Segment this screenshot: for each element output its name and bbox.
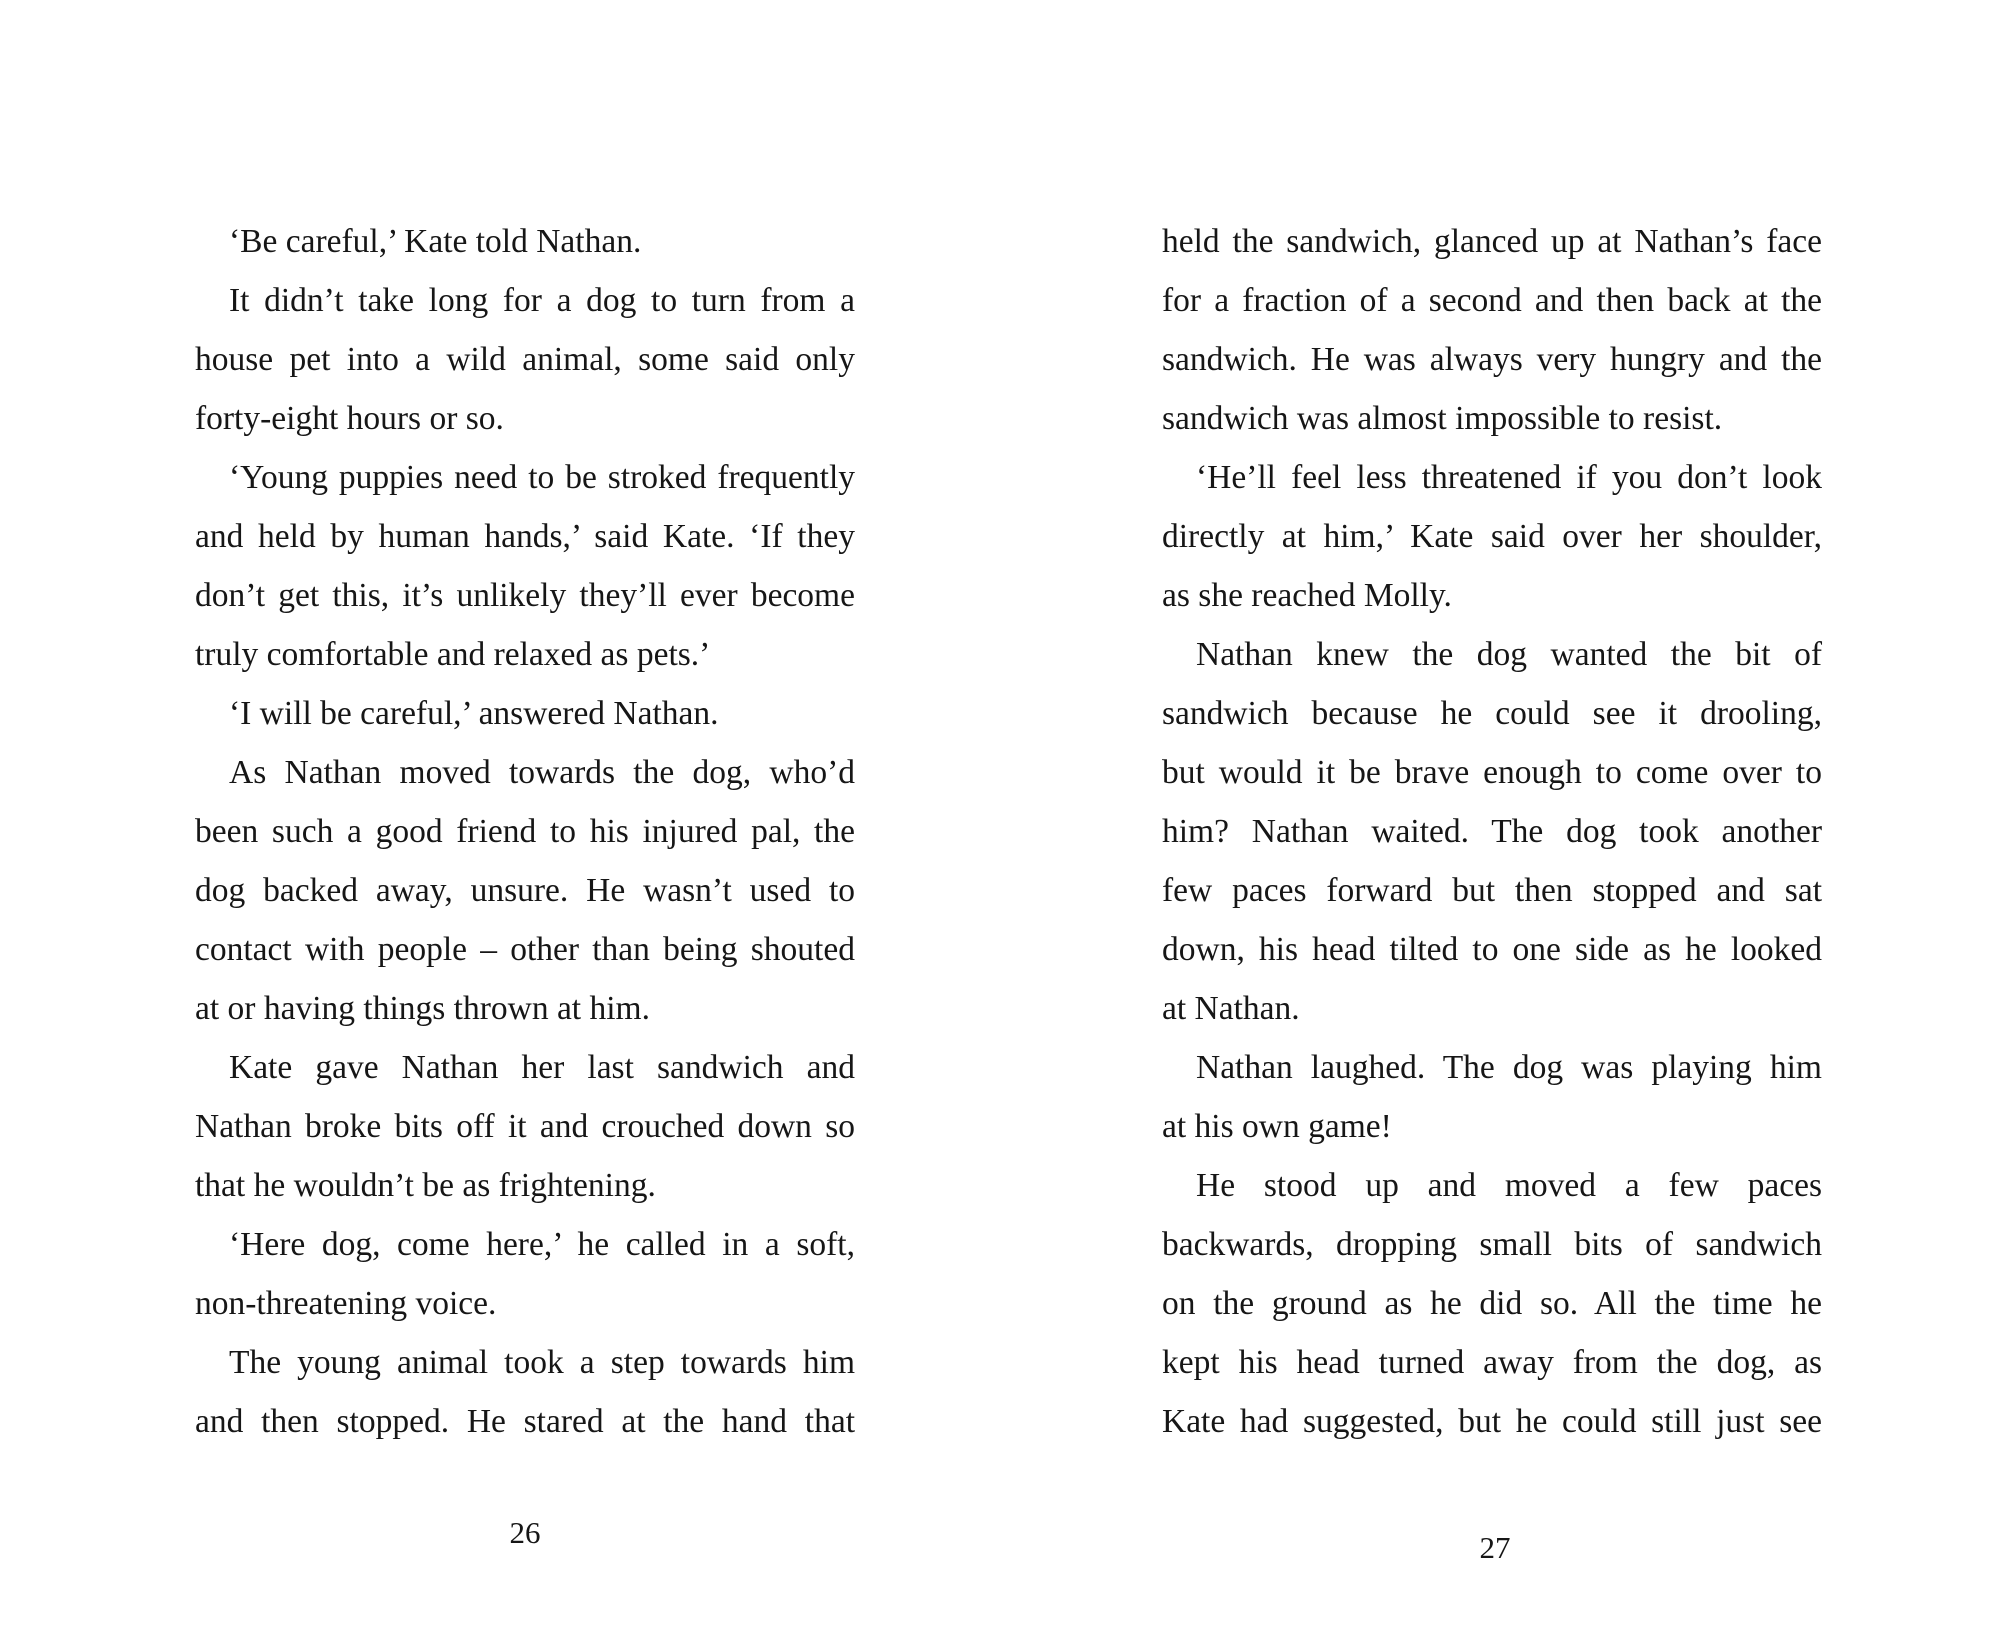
text-line: on the ground as he did so. All the time he: [1162, 1285, 1822, 1322]
left-page-text: [195, 212, 855, 1451]
text-line: been such a good friend to his injured pal, the: [195, 813, 855, 850]
text-line: down, his head tilted to one side as he looked: [1162, 931, 1822, 968]
text-line: dog backed away, unsure. He wasn’t used to: [195, 872, 855, 909]
text-line: backwards, dropping small bits of sandwich: [1162, 1226, 1822, 1263]
page-number-right: 27: [1479, 1530, 1511, 1565]
text-line: As Nathan moved towards the dog, who’d: [229, 754, 855, 791]
text-line: directly at him,’ Kate said over her shoulder,: [1162, 518, 1822, 555]
text-line: kept his head turned away from the dog, as: [1162, 1344, 1822, 1381]
text-line: It didn’t take long for a dog to turn from a: [229, 282, 855, 319]
text-line: few paces forward but then stopped and sat: [1162, 872, 1822, 909]
text-line: sandwich was almost impossible to resist.: [1162, 400, 1723, 437]
text-line: him? Nathan waited. The dog took another: [1162, 813, 1822, 850]
text-line: for a fraction of a second and then back at the: [1162, 282, 1822, 319]
text-line: The young animal took a step towards him: [229, 1344, 855, 1381]
text-line: Nathan laughed. The dog was playing him: [1196, 1049, 1822, 1086]
text-line: Nathan broke bits off it and crouched down so: [195, 1108, 855, 1145]
text-line: don’t get this, it’s unlikely they’ll ever become: [195, 577, 855, 614]
text-line: that he wouldn’t be as frightening.: [195, 1167, 656, 1204]
text-line: truly comfortable and relaxed as pets.’: [195, 636, 711, 673]
text-line: at his own game!: [1162, 1108, 1392, 1145]
text-line: contact with people – other than being shouted: [195, 931, 855, 968]
text-line: Nathan knew the dog wanted the bit of: [1196, 636, 1822, 673]
right-page-text: [1162, 212, 1822, 1451]
text-line: at Nathan.: [1162, 990, 1300, 1027]
text-line: non-threatening voice.: [195, 1285, 497, 1322]
text-line: ‘I will be careful,’ answered Nathan.: [229, 695, 719, 732]
page-number-left: 26: [509, 1515, 541, 1550]
text-line: forty-eight hours or so.: [195, 400, 504, 437]
text-line: and then stopped. He stared at the hand that: [195, 1403, 855, 1440]
text-line: and held by human hands,’ said Kate. ‘If they: [195, 518, 855, 555]
text-line: ‘Be careful,’ Kate told Nathan.: [229, 223, 642, 260]
text-line: sandwich because he could see it drooling,: [1162, 695, 1822, 732]
text-line: ‘He’ll feel less threatened if you don’t look: [1196, 459, 1822, 496]
text-line: ‘Young puppies need to be stroked frequently: [229, 459, 855, 496]
text-line: sandwich. He was always very hungry and the: [1162, 341, 1822, 378]
text-line: held the sandwich, glanced up at Nathan’s face: [1162, 223, 1822, 260]
text-line: but would it be brave enough to come over to: [1162, 754, 1822, 791]
text-line: house pet into a wild animal, some said only: [195, 341, 855, 378]
text-line: Kate gave Nathan her last sandwich and: [229, 1049, 855, 1086]
text-line: ‘Here dog, come here,’ he called in a soft,: [229, 1226, 855, 1263]
text-line: as she reached Molly.: [1162, 577, 1452, 614]
text-line: at or having things thrown at him.: [195, 990, 650, 1027]
text-line: He stood up and moved a few paces: [1196, 1167, 1822, 1204]
text-line: Kate had suggested, but he could still just see: [1162, 1403, 1822, 1440]
right-page: [1000, 0, 2000, 1647]
